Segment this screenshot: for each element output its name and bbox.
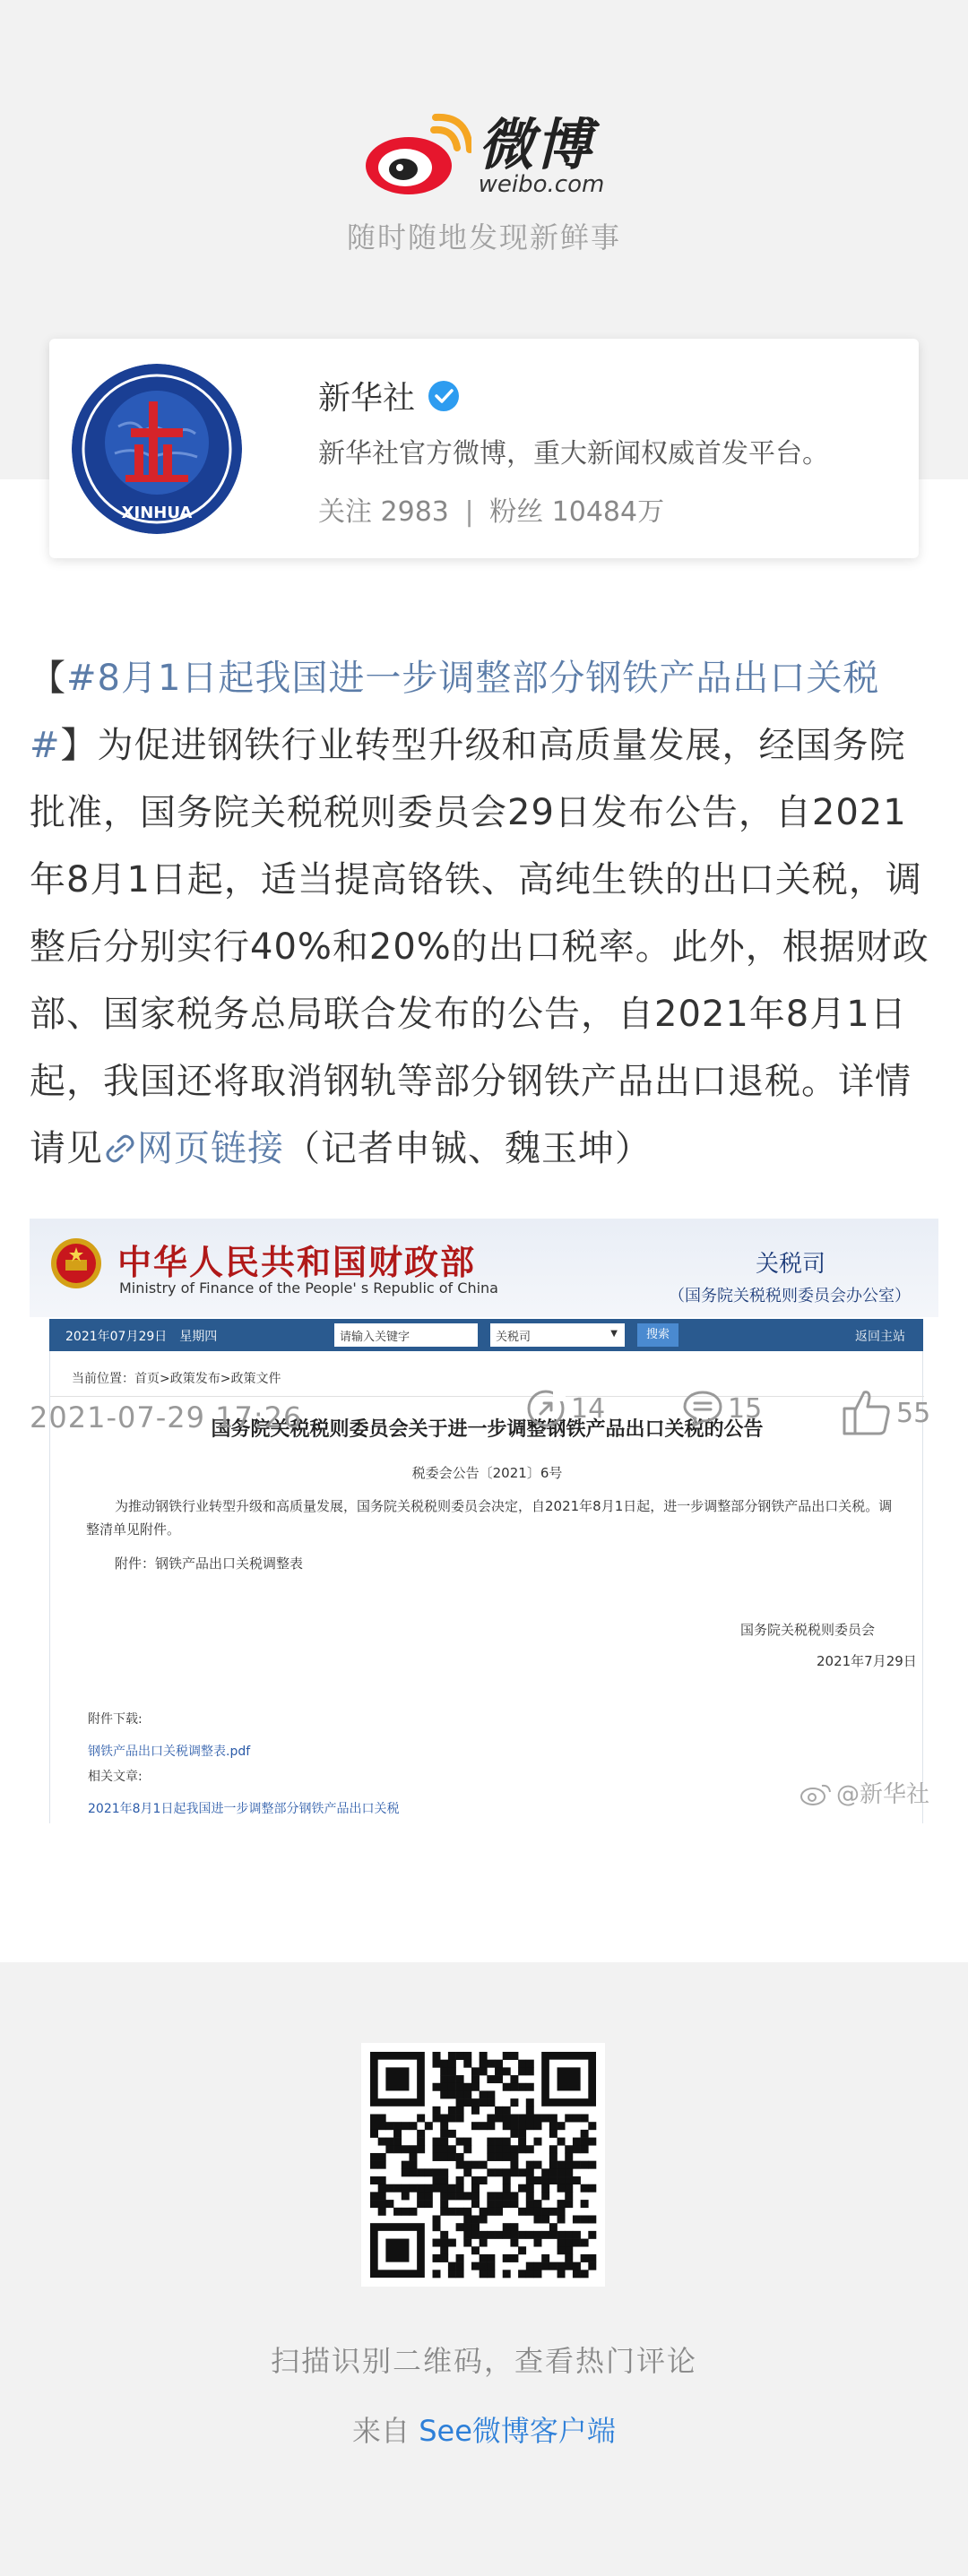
repost-button[interactable] bbox=[524, 1387, 605, 1430]
chevron-down-icon: ▼ bbox=[610, 1329, 618, 1339]
following-label: 关注 bbox=[318, 496, 372, 528]
source-line bbox=[0, 2408, 968, 2450]
profile-card[interactable] bbox=[49, 339, 919, 558]
qr-caption: 扫描识别二维码，查看热门评论 bbox=[270, 2344, 697, 2378]
weibo-watermark-icon bbox=[800, 1780, 833, 1805]
stats-separator: | bbox=[464, 496, 474, 528]
bracket-close: 】 bbox=[60, 725, 98, 766]
doc-date: 2021年7月29日 bbox=[817, 1653, 917, 1669]
doc-organization: 国务院关税税则委员会 bbox=[740, 1622, 876, 1638]
slogan: 随时随地发现新鲜事 bbox=[346, 220, 621, 254]
repost-count: 14 bbox=[571, 1392, 606, 1425]
comment-count: 15 bbox=[728, 1392, 763, 1425]
nav-search-button: 搜索 bbox=[637, 1323, 678, 1347]
nav-select-value: 关税司 bbox=[496, 1331, 532, 1344]
download-label: 附件下载: bbox=[88, 1712, 143, 1727]
related-label: 相关文章: bbox=[88, 1770, 143, 1784]
qr-code[interactable] bbox=[361, 2043, 605, 2287]
related-link: 2021年8月1日起我国进一步调整部分钢铁产品出口关税 bbox=[88, 1802, 400, 1816]
followers-label: 粉丝 bbox=[489, 496, 544, 528]
doc-paragraph: 为推动钢铁行业转型升级和高质量发展，国务院关税税则委员会决定，自2021年8月1日起，进一步调整部分钢铁产品出口关税。调整清单见附件。 bbox=[86, 1498, 893, 1538]
profile-stats bbox=[318, 489, 664, 529]
profile-name-text: 新华社 bbox=[318, 380, 416, 417]
doc-title: 国务院关税税则委员会关于进一步调整钢铁产品出口关税的公告 bbox=[211, 1418, 764, 1441]
ministry-nav-bar bbox=[49, 1319, 923, 1351]
bracket-open: 【 bbox=[30, 658, 66, 699]
link-icon bbox=[103, 1133, 137, 1164]
watermark-text: @新华社 bbox=[835, 1781, 929, 1808]
verified-badge-icon bbox=[428, 380, 460, 412]
followers-count: 10484万 bbox=[551, 496, 665, 528]
avatar[interactable] bbox=[72, 364, 242, 534]
client-link[interactable]: See微博客户端 bbox=[419, 2414, 616, 2448]
post-body: 为促进钢铁行业转型升级和高质量发展，经国务院批准，国务院关税税则委员会29日发布公告，自2021年8月1日起，适当提高铬铁、高纯生铁的出口关税，调整后分别实行40%和20%的出口税率。此外，根据财政部、国家税务总局联合发布的公告，自2021年8月1日起，我国还将取消钢轨等部分钢铁产品出口退税。详情请见 bbox=[30, 725, 929, 1169]
nav-dept-select bbox=[490, 1323, 625, 1347]
comment-button[interactable] bbox=[681, 1387, 762, 1430]
repost-icon bbox=[524, 1387, 567, 1430]
post-timestamp: 2021-07-29 17:26 bbox=[30, 1400, 303, 1434]
nav-return-link: 返回主站 bbox=[855, 1330, 905, 1344]
post-tail: （记者申铖、魏玉坤） bbox=[284, 1128, 652, 1169]
ministry-name-cn: 中华人民共和国财政部 bbox=[117, 1243, 477, 1282]
image-watermark bbox=[800, 1776, 929, 1809]
weibo-eye-icon bbox=[364, 112, 471, 197]
weibo-logo[interactable] bbox=[0, 112, 968, 197]
nav-search-input: 请输入关键字 bbox=[334, 1323, 478, 1347]
svg-text:XINHUA: XINHUA bbox=[121, 504, 193, 522]
profile-name[interactable] bbox=[318, 373, 460, 418]
profile-description: 新华社官方微博，重大新闻权威首发平台。 bbox=[318, 438, 829, 470]
like-count: 55 bbox=[896, 1397, 931, 1429]
breadcrumb: 当前位置：首页>政策发布>政策文件 bbox=[72, 1372, 281, 1386]
topic-hashtag-link[interactable]: #8月1日起我国进一步调整部分钢铁产品出口关税# bbox=[30, 658, 880, 766]
post-text bbox=[30, 645, 939, 1183]
following-count: 2983 bbox=[380, 496, 449, 528]
like-button[interactable] bbox=[841, 1387, 930, 1439]
logo-cn: 微博 bbox=[478, 111, 593, 177]
web-link[interactable] bbox=[103, 1128, 284, 1169]
ministry-name-en: Ministry of Finance of the People' s Republic of China bbox=[119, 1279, 498, 1297]
thumbs-up-icon bbox=[841, 1387, 893, 1439]
logo-en: weibo.com bbox=[478, 170, 605, 198]
nav-date: 2021年07月29日 星期四 bbox=[65, 1330, 218, 1344]
divider bbox=[50, 1396, 924, 1397]
source-prefix: 来自 bbox=[352, 2414, 411, 2448]
post-image[interactable] bbox=[30, 1219, 938, 1823]
doc-attachment: 附件：钢铁产品出口关税调整表 bbox=[115, 1555, 304, 1572]
ministry-header bbox=[30, 1219, 938, 1317]
comment-icon bbox=[681, 1387, 724, 1430]
web-link-text: 网页链接 bbox=[137, 1128, 284, 1169]
national-emblem-icon bbox=[49, 1236, 103, 1290]
dept-name: 关税司 bbox=[756, 1251, 826, 1278]
doc-number: 税委会公告〔2021〕6号 bbox=[411, 1465, 563, 1481]
dept-subtitle: （国务院关税税则委员会办公室） bbox=[669, 1287, 911, 1305]
qr-code-image bbox=[361, 2043, 605, 2287]
download-link: 钢铁产品出口关税调整表.pdf bbox=[88, 1745, 251, 1759]
page-footer bbox=[0, 1962, 968, 2576]
